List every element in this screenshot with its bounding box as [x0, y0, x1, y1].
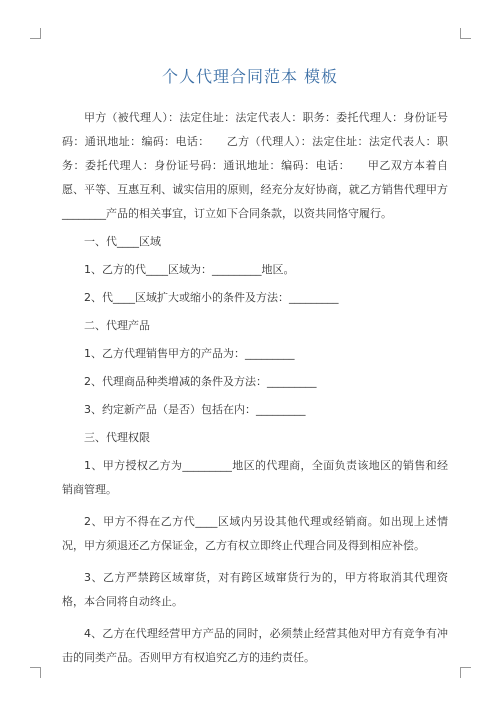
clause-products-2: 2、代理商品种类增减的条件及方法：_________ [84, 375, 317, 388]
clause-region-1: 1、乙方的代____区域为：_________地区。 [84, 263, 295, 276]
corner-mark-top-left [30, 28, 41, 39]
corner-mark-top-right [460, 28, 471, 39]
section-heading-authority: 三、代理权限 [84, 431, 150, 444]
corner-mark-bottom-left [30, 667, 41, 678]
clause-region-2: 2、代____区域扩大或缩小的条件及方法：_________ [84, 291, 339, 304]
clause-products-1: 1、乙方代理销售甲方的产品为：_________ [84, 347, 295, 360]
clause-authority-1: 1、甲方授权乙方为_________地区的代理商，全面负责该地区的销售和经销商管理。 [62, 459, 448, 496]
clause-products-3: 3、约定新产品（是否）包括在内：_________ [84, 403, 306, 416]
intro-paragraph: 甲方（被代理人）：法定住址：法定代表人：职务：委托代理人：身份证号码：通讯地址：编码：电话： 乙方（代理人）：法定住址：法定代表人：职务：委托代理人：身份证号码：通讯地址：编码：电话： 甲乙双方本着自愿、平等、互惠互利、诚实信用的原则，经充分友好协商，就乙方销售代理甲方________产品的相关事宜，订立如下合同条款，以资共同恪守履行。 [62, 111, 448, 220]
clause-authority-2: 2、甲方不得在乙方代____区域内另设其他代理或经销商。如出现上述情况，甲方须退还乙方保证金，乙方有权立即终止代理合同及得到相应补偿。 [62, 515, 448, 552]
corner-mark-bottom-right [460, 667, 471, 678]
document-title: 个人代理合同范本 模板 [161, 67, 339, 86]
clause-authority-3: 3、乙方严禁跨区域窜货，对有跨区域窜货行为的，甲方将取消其代理资格，本合同将自动终止。 [62, 571, 448, 608]
section-heading-region: 一、代____区域 [84, 235, 161, 248]
clause-authority-4: 4、乙方在代理经营甲方产品的同时，必须禁止经营其他对甲方有竞争有冲击的同类产品。否则甲方有权追究乙方的违约责任。 [62, 627, 448, 664]
section-heading-products: 二、代理产品 [84, 319, 150, 332]
document-body [62, 106, 448, 670]
